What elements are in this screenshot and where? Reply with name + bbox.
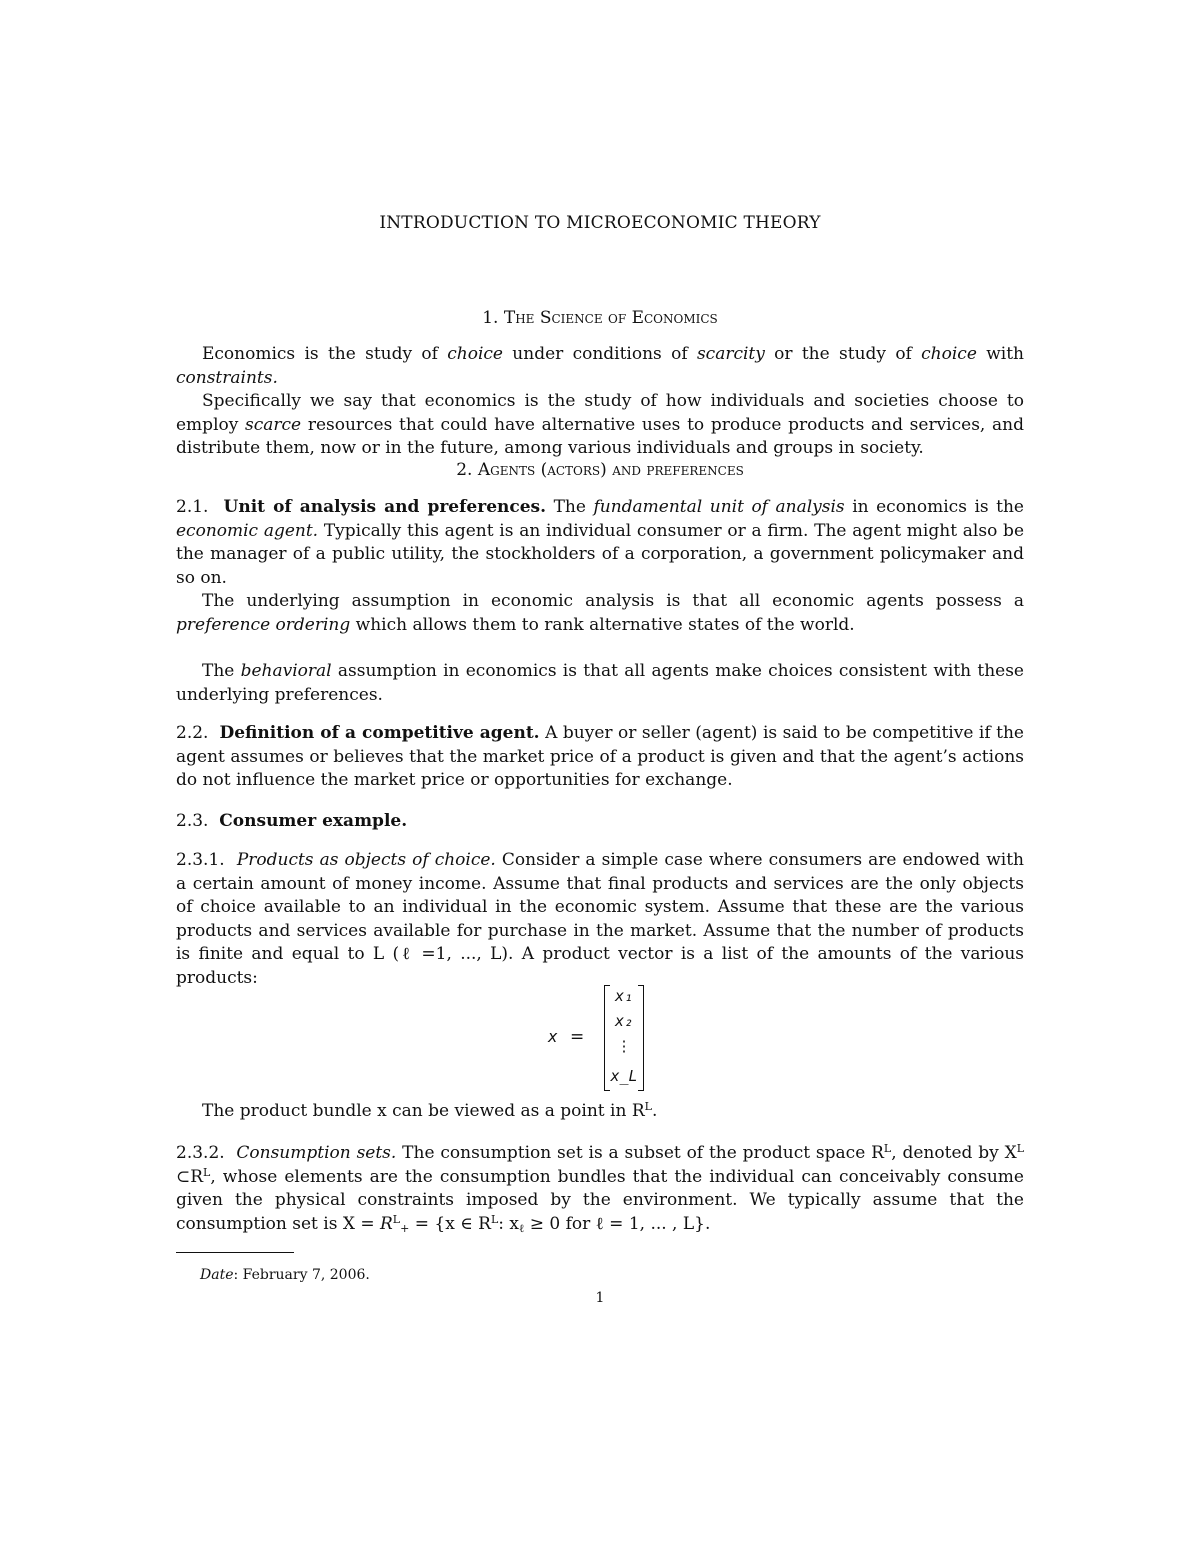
subsection-2-3-1: 2.3.1. Products as objects of choice. Consider a simple case where consumers are endowed with a certain amount of money income. Assume that final products and services are the only objects of choice available to an individual in the economic system. Assume that these are the various products and services available for purchase in the market. Assume that the number of products is finite and equal to L (ℓ =1, ..., L). A product vector is a list of the amounts of the various products: [176, 850, 1024, 988]
product-vector-equation [548, 985, 668, 1093]
column-vector [604, 985, 644, 1091]
equals-sign: = [570, 1027, 585, 1047]
footnote-date: Date: February 7, 2006. [200, 1267, 370, 1283]
vector-entry: ⋮ [616, 1037, 632, 1055]
subsection-2-1 [176, 496, 1024, 590]
paragraph-definition: Economics is the study of choice under conditions of scarcity or the study of choice with constraints. [176, 344, 1024, 388]
section-1-body [176, 343, 1024, 461]
subsection-2-2: 2.2. Definition of a competitive agent. A buyer or seller (agent) is said to be competitive if the agent assumes or believes that the market price of a product is given and that the agent’s actions do not influence the market price or opportunities for exchange. [176, 723, 1024, 790]
paragraph-behavioral: The behavioral assumption in economics is that all agents make choices consistent with these underlying preferences. [176, 661, 1024, 705]
matrix-lhs: x [548, 1027, 558, 1046]
section-1-heading: 1. The Science of Economics [482, 308, 718, 328]
paragraph-unit-of-analysis: 2.1. Unit of analysis and preferences. The fundamental unit of analysis in economics is the economic agent. Typically this agent is an individual consumer or a firm. The agent might also be the manager of a public utility, the stockholders of a corporation, a government policymaker and so on. [176, 497, 1024, 588]
paper-title: INTRODUCTION TO MICROECONOMIC THEORY [379, 213, 821, 233]
paragraph-specifically: Specifically we say that economics is the study of how individuals and societies choose to employ scarce resources that could have alternative uses to produce products and services, and distribute them, now or in the future, among various individuals and groups in society. [176, 391, 1024, 458]
paragraph-product-bundle: The product bundle x can be viewed as a point in $R^L$. [202, 1100, 658, 1121]
subsection-2-3-2: 2.3.2. Consumption sets. The consumption set is a subset of the product space $R^L$, denoted by $X^L$ $\subset R^L$, whose elements are the consumption bundles that the individual can conceivably consume given the physical constraints imposed by the environment. We typically assume that the consumption set is $X = R^L_+ = \{x$ ∈ $R^L$: $x_\ell \ge 0$ for ℓ = 1, ... , L}. [176, 1142, 1025, 1235]
section-2-heading: 2. Agents (actors) and preferences [456, 460, 744, 480]
paragraph-preference-ordering: The underlying assumption in economic analysis is that all economic agents possess a preference ordering which allows them to rank alternative states of the world. [176, 591, 1024, 635]
footnote-rule [176, 1252, 294, 1253]
page-number: 1 [595, 1290, 605, 1306]
vector-entry: x₁ [614, 987, 634, 1005]
vector-entry: x₂ [614, 1012, 634, 1030]
subsection-2-3: 2.3. Consumer example. [176, 811, 408, 831]
vector-entry: x_L [610, 1067, 638, 1085]
